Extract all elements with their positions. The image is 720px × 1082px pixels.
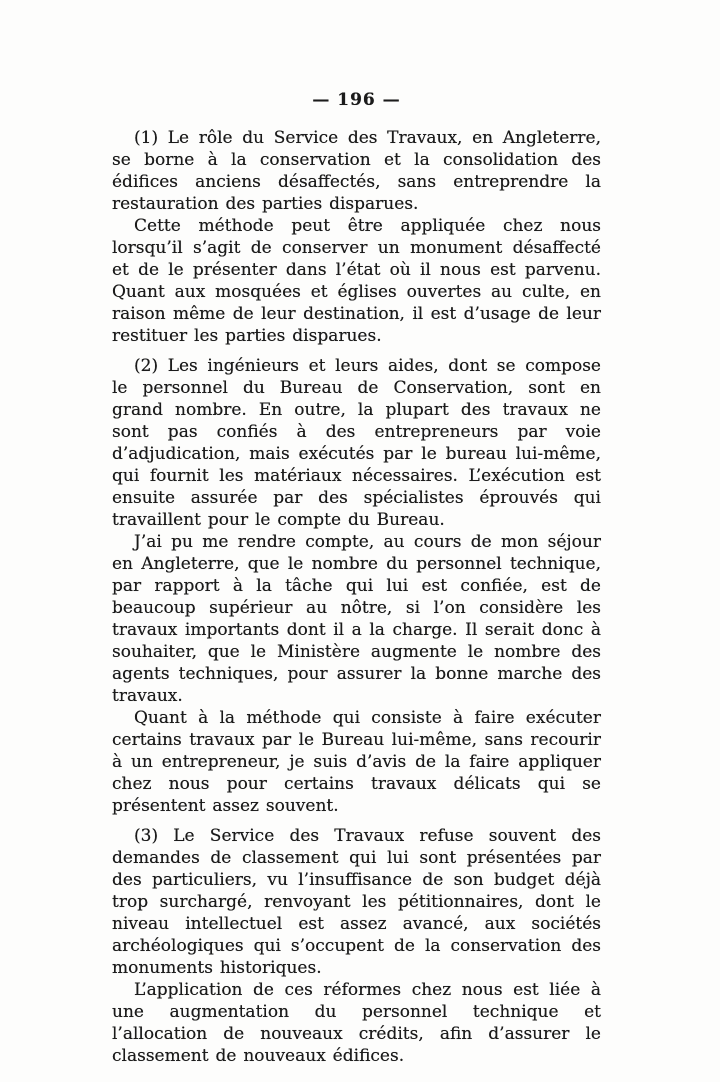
paragraph-7-application-des-reformes: L’application de ces réformes chez nous est liée à une augmentation du personnel technique et l’allocation de nouveaux crédits, afin d’assurer le classement de nouveaux édifices. xyxy=(112,980,601,1066)
paragraph-3-les-ingenieurs: (2) Les ingénieurs et leurs aides, dont se compose le personnel du Bureau de Conservation, sont en grand nombre. En outre, la plupart des travaux ne sont pas confiés à des entrepreneurs par voie d’adjudication, mais exécutés par le bureau lui-même, qui fournit les matériaux nécessaires. L’exécution est ensuite assurée par des spécialistes éprouvés qui travaillent pour le compte du Bureau. xyxy=(112,356,601,530)
paragraph-4-jai-pu-me-rendre-compte: J’ai pu me rendre compte, au cours de mon séjour en Angleterre, que le nombre du personnel technique, par rapport à la tâche qui lui est confiée, est de beaucoup supérieur au nôtre, si l’on considère les travaux importants dont il a la charge. Il serait donc à souhaiter, que le Ministère augmente le nombre des agents techniques, pour assurer la bonne marche des travaux. xyxy=(112,532,601,706)
paragraph-1-role-du-service: (1) Le rôle du Service des Travaux, en Angleterre, se borne à la conservation et la consolidation des édifices anciens désaffectés, sans entreprendre la restauration des parties disparues. xyxy=(112,128,601,214)
page-number: — 196 — xyxy=(312,90,401,110)
paragraph-2-cette-methode: Cette méthode peut être appliquée chez nous lorsqu’il s’agit de conserver un monument désaffecté et de le présenter dans l’état où il nous est parvenu. Quant aux mosquées et églises ouvertes au culte, en raison même de leur destination, il est d’usage de leur restituer les parties disparues. xyxy=(112,216,601,346)
text-column xyxy=(112,90,601,1067)
paragraph-5-quant-a-la-methode: Quant à la méthode qui consiste à faire exécuter certains travaux par le Bureau lui-même, sans recourir à un entrepreneur, je suis d’avis de la faire appliquer chez nous pour certains travaux délicats qui se présentent assez souvent. xyxy=(112,708,601,816)
paragraph-6-le-service-refuse: (3) Le Service des Travaux refuse souvent des demandes de classement qui lui sont présentées par des particuliers, vu l’insuffisance de son budget déjà trop surchargé, renvoyant les pétitionnaires, dont le niveau intellectuel est assez avancé, aux sociétés archéologiques qui s’occupent de la conservation des monuments historiques. xyxy=(112,826,601,978)
